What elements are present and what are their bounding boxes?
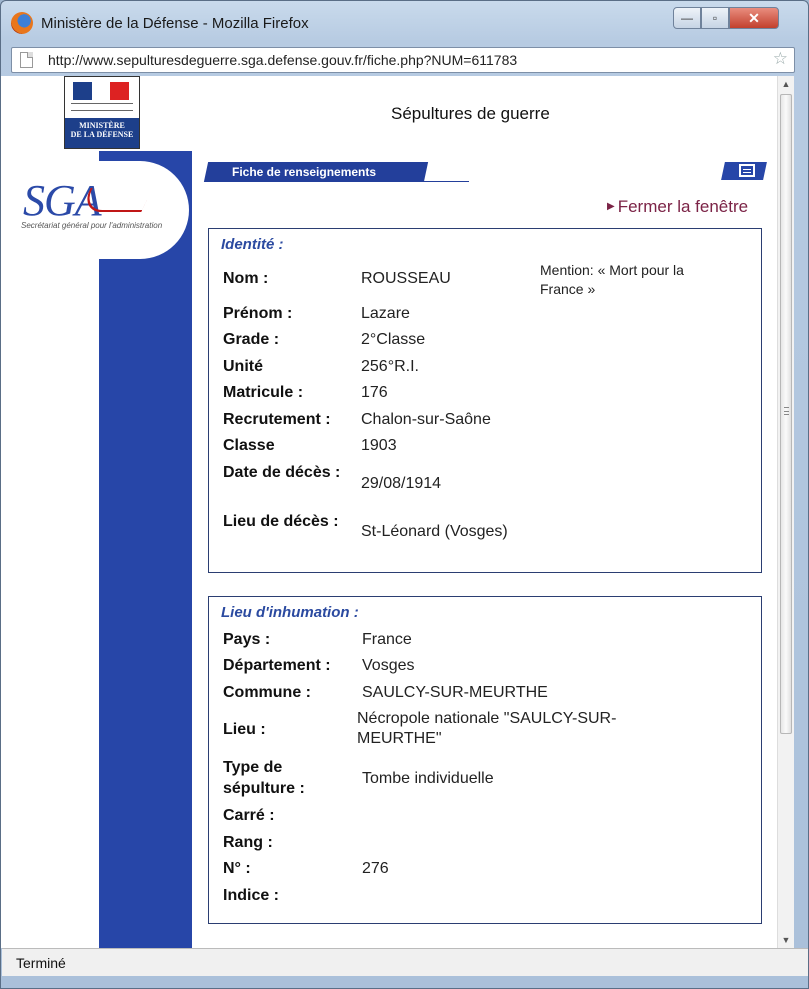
ministere-line1: MINISTÈRE [79,121,125,130]
identity-panel [208,228,762,573]
field-value: 2°Classe [361,331,426,348]
field-value: 1903 [361,437,397,454]
bookmark-star-icon[interactable]: ☆ [772,49,788,68]
field-label: Commune : [223,684,311,701]
close-window-link[interactable]: ▶ Fermer la fenêtre [607,197,749,216]
burial-panel [208,596,762,924]
field-label: Carré : [223,807,275,824]
ministere-line2: DE LA DÉFENSE [70,130,134,139]
field-label: Pays : [223,631,271,648]
scrollbar-thumb[interactable] [780,94,792,734]
sidebar-band [99,151,192,948]
field-value: Chalon-sur-Saône [361,411,491,428]
field-value: 29/08/1914 [361,475,442,492]
field-value: France [362,631,412,648]
vertical-scrollbar[interactable] [777,76,794,948]
field-label: Type de sépulture : [223,759,305,797]
field-value: ROUSSEAU [361,270,451,287]
field-label: Indice : [223,887,280,904]
field-label: Classe [223,437,275,454]
field-label: Date de décès : [223,464,341,481]
mention-text: Mention: « Mort pour la France » [540,262,684,297]
field-value: 176 [361,384,388,401]
field-label: Département : [223,657,331,674]
field-label: Grade : [223,331,280,348]
scroll-up-arrow-icon[interactable]: ▲ [781,79,791,89]
sga-logo-text: SGA [23,176,101,225]
sga-logo [1,161,189,259]
field-label: Rang : [223,834,273,851]
page-title: Sépultures de guerre [391,104,550,123]
page-icon [20,52,33,68]
field-value: 256°R.I. [361,358,419,375]
maximize-button[interactable]: ▫ [701,7,729,29]
firefox-icon [11,12,33,34]
field-label: Matricule : [223,384,304,401]
field-label: Lieu de décès : [223,513,339,530]
field-label: Recrutement : [223,411,331,428]
status-bar [2,948,808,976]
identity-title: Identité : [221,236,284,253]
field-value: Lazare [361,305,410,322]
status-text: Terminé [16,955,66,971]
field-value: SAULCY-SUR-MEURTHE [362,684,548,701]
field-label: N° : [223,860,251,877]
field-label: Prénom : [223,305,293,322]
field-label: Unité [223,358,263,375]
field-value: Nécropole nationale "SAULCY-SUR-MEURTHE" [357,710,617,747]
field-value: Vosges [362,657,415,674]
field-value: 276 [362,860,389,877]
burial-title: Lieu d'inhumation : [221,604,359,621]
field-value: Tombe individuelle [362,770,494,787]
scroll-down-arrow-icon[interactable]: ▼ [781,935,791,945]
tab-fiche[interactable]: Fiche de renseignements [232,165,377,179]
sga-subtitle: Secrétariat général pour l'administration [21,221,163,230]
field-label: Lieu : [223,721,266,738]
url-text[interactable]: http://www.sepulturesdeguerre.sga.defense.gouv.fr/fiche.php?NUM=611783 [48,52,518,68]
printer-icon[interactable] [739,164,755,177]
field-value: St-Léonard (Vosges) [361,523,508,540]
window-title: Ministère de la Défense - Mozilla Firefox [41,15,309,32]
page-viewport [1,76,793,948]
field-label: Nom : [223,270,269,287]
ministere-logo [64,76,140,149]
address-bar[interactable] [11,47,795,73]
title-bar [1,1,808,43]
minimize-button[interactable]: — [673,7,701,29]
close-window-button[interactable]: ✕ [729,7,779,29]
